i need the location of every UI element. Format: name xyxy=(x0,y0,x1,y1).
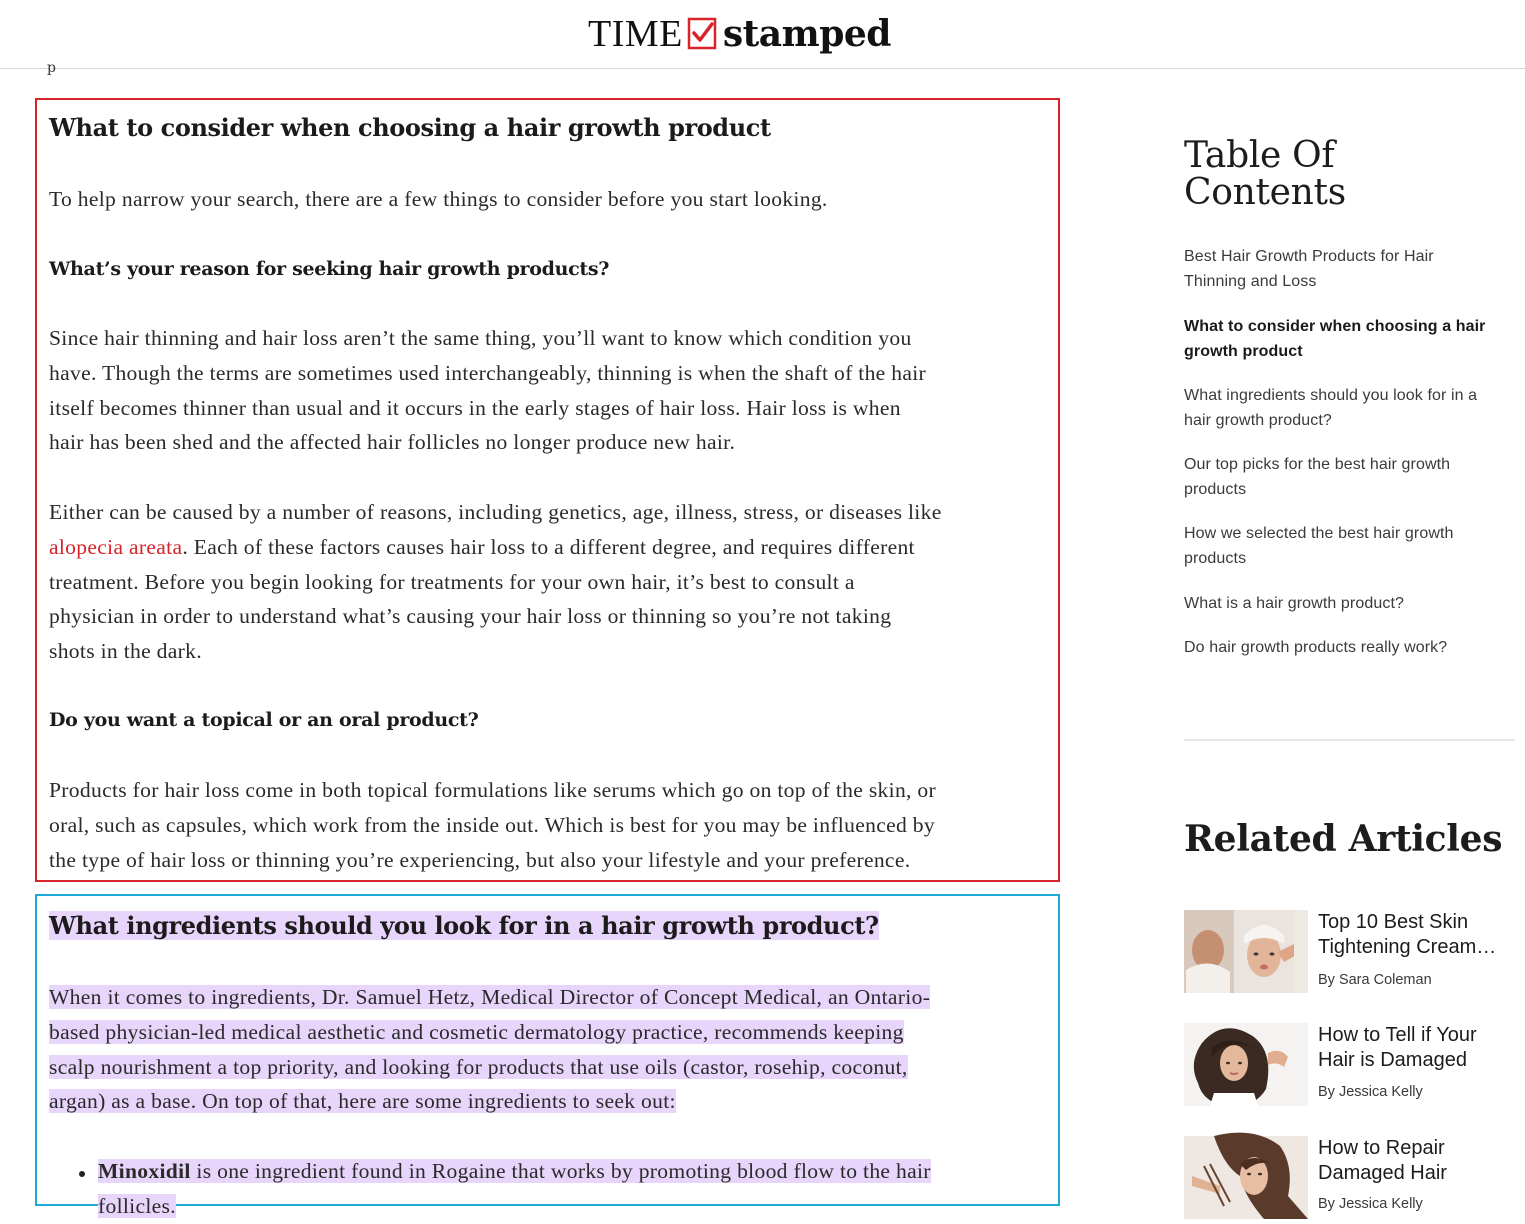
toc-item-line: products xyxy=(1184,550,1247,567)
paragraph-line xyxy=(49,1084,1039,1119)
related-article-author: By Jessica Kelly xyxy=(1318,1084,1423,1100)
subheading-topical-oral: Do you want a topical or an oral product? xyxy=(49,709,479,731)
section-heading: What to consider when choosing a hair growth product xyxy=(49,113,771,142)
toc-item-line: Thinning and Loss xyxy=(1184,273,1317,290)
toc-item-line: Our top picks for the best hair growth xyxy=(1184,456,1451,473)
toc-item-line: hair growth product? xyxy=(1184,412,1332,429)
paragraph-line xyxy=(49,530,1039,565)
toc-item-line: Best Hair Growth Products for Hair xyxy=(1184,248,1434,265)
highlighted-text: based physician-led medical aesthetic and cosmetic dermatology practice, recommends keeping xyxy=(49,1019,904,1044)
related-article-card[interactable] xyxy=(1184,910,1519,1000)
paragraph-line xyxy=(49,1015,1039,1050)
highlighted-text: What ingredients should you look for in a hair growth product? xyxy=(49,911,879,940)
paragraph-line xyxy=(49,980,1039,1015)
headline-line: Tightening Cream… xyxy=(1318,936,1497,958)
toc-item-line: How we selected the best hair growth xyxy=(1184,525,1454,542)
bold-term: Minoxidil xyxy=(98,1159,191,1183)
list-item-minoxidil xyxy=(98,1154,931,1224)
list-item-text: is one ingredient found in Rogaine that works by promoting blood flow to the hair xyxy=(190,1159,931,1183)
article-section-considerations xyxy=(35,98,1060,882)
logo-time-text: TIME xyxy=(588,13,683,55)
toc-item-what-is[interactable] xyxy=(1184,591,1509,616)
toc-title-line: Contents xyxy=(1184,172,1346,213)
section-heading xyxy=(49,910,879,942)
article-section-ingredients xyxy=(35,894,1060,1218)
toc-title-line: Table Of xyxy=(1184,135,1335,176)
bullet-point xyxy=(79,1171,85,1177)
related-article-author: By Jessica Kelly xyxy=(1318,1196,1423,1212)
paragraph-line: oral, such as capsules, which work from the inside out. Which is best for you may be influenced by xyxy=(49,812,935,837)
related-article-card[interactable] xyxy=(1184,1136,1519,1212)
paragraph-line: the type of hair loss or thinning you’re experiencing, but also your lifestyle and your preference. xyxy=(49,847,911,872)
paragraph-line: hair has been shed and the affected hair follicles no longer produce new hair. xyxy=(49,430,736,455)
sidebar-divider xyxy=(1184,739,1515,741)
toc-item-line: What is a hair growth product? xyxy=(1184,595,1404,612)
checkmark-icon xyxy=(687,16,717,50)
toc-item-line: products xyxy=(1184,481,1247,498)
paragraph-line: have. Though the terms are sometimes used interchangeably, thinning is when the shaft of the hair xyxy=(49,360,927,385)
article-thumbnail[interactable] xyxy=(1184,1023,1308,1106)
toc-item-ingredients[interactable] xyxy=(1184,383,1509,433)
headline-line: How to Tell if Your xyxy=(1318,1024,1477,1046)
site-header xyxy=(0,0,1525,76)
related-article-card[interactable] xyxy=(1184,1023,1519,1113)
highlighted-text xyxy=(98,1159,931,1183)
logo-stamped-text: stamped xyxy=(722,13,891,55)
article-thumbnail[interactable] xyxy=(1184,1136,1308,1219)
subheading-reason: What’s your reason for seeking hair growth products? xyxy=(49,258,610,280)
paragraph-line: Products for hair loss come in both topical formulations like serums which go on top of the skin, or xyxy=(49,778,937,802)
related-articles-title: Related Articles xyxy=(1184,818,1503,860)
paragraph-line: physician in order to understand what’s causing your hair loss or thinning so you’re not taking xyxy=(49,604,892,629)
toc-item-how-we-selected[interactable] xyxy=(1184,521,1509,571)
toc-item-line: growth product xyxy=(1184,343,1303,360)
toc-item-best-products[interactable] xyxy=(1184,244,1509,294)
toc-item-what-to-consider[interactable] xyxy=(1184,314,1509,364)
toc-item-line: What ingredients should you look for in a xyxy=(1184,387,1478,404)
toc-item-do-they-work[interactable] xyxy=(1184,635,1509,660)
highlighted-text: argan) as a base. On top of that, here are some ingredients to seek out: xyxy=(49,1089,676,1114)
paragraph-line: shots in the dark. xyxy=(49,639,202,664)
clipped-text-fragment: p xyxy=(47,60,56,76)
toc-item-line: Do hair growth products really work? xyxy=(1184,639,1448,656)
highlighted-text: scalp nourishment a top priority, and looking for products that use oils (castor, rosehip, coconut, xyxy=(49,1054,908,1079)
paragraph-ingredients-intro xyxy=(49,980,1039,1119)
related-article-headline[interactable] xyxy=(1318,1023,1514,1073)
toc-item-line: What to consider when choosing a hair xyxy=(1184,318,1486,335)
headline-line: How to Repair xyxy=(1318,1137,1445,1159)
paragraph-line: Since hair thinning and hair loss aren’t the same thing, you’ll want to know which condition you xyxy=(49,326,912,350)
site-logo[interactable] xyxy=(588,12,891,56)
paragraph-topical-oral xyxy=(49,773,1039,877)
paragraph-causes xyxy=(49,495,1039,669)
headline-line: Damaged Hair xyxy=(1318,1162,1447,1184)
headline-line: Top 10 Best Skin xyxy=(1318,911,1469,933)
paragraph-line xyxy=(49,1050,1039,1085)
toc-item-top-picks[interactable] xyxy=(1184,452,1509,502)
paragraph-line-rest: . Each of these factors causes hair loss to a different degree, and requires different xyxy=(182,534,915,559)
section-intro xyxy=(49,182,1039,217)
paragraph-line: itself becomes thinner than usual and it occurs in the early stages of hair loss. Hair loss is when xyxy=(49,395,901,420)
related-article-author: By Sara Coleman xyxy=(1318,972,1432,988)
paragraph-line: To help narrow your search, there are a few things to consider before you start looking. xyxy=(49,187,828,211)
related-article-headline[interactable] xyxy=(1318,1136,1514,1186)
paragraph-line: treatment. Before you begin looking for treatments for your own hair, it’s best to consult a xyxy=(49,569,855,594)
highlighted-text: follicles. xyxy=(98,1193,176,1218)
highlighted-text: When it comes to ingredients, Dr. Samuel Hetz, Medical Director of Concept Medical, an Ontario- xyxy=(49,985,931,1009)
article-thumbnail[interactable] xyxy=(1184,910,1308,993)
paragraph-line: Either can be caused by a number of reasons, including genetics, age, illness, stress, or diseases like xyxy=(49,500,942,524)
paragraph-thinning-vs-loss xyxy=(49,321,1039,460)
toc-title xyxy=(1184,137,1484,211)
alopecia-areata-link[interactable]: alopecia areata xyxy=(49,534,183,559)
headline-line: Hair is Damaged xyxy=(1318,1049,1467,1071)
related-article-headline[interactable] xyxy=(1318,910,1514,960)
